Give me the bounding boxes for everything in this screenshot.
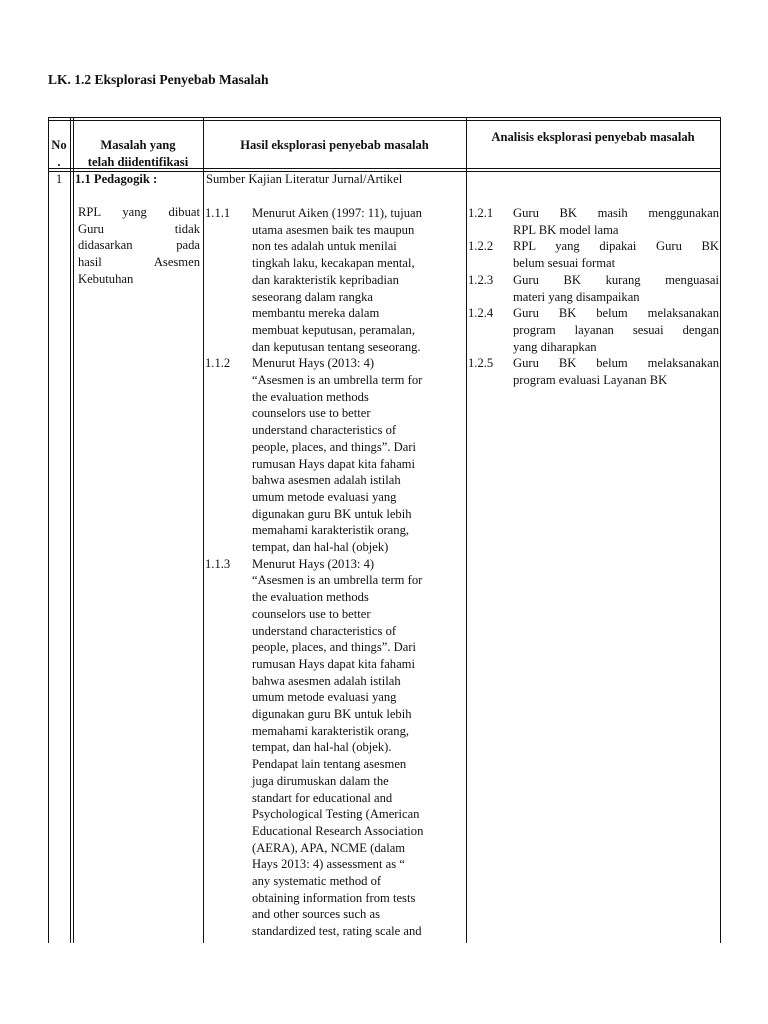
hasil-text-line: seseorang dalam rangka [252,289,373,304]
hasil-text-line: counselors use to better [252,406,371,421]
hasil-item-number: 1.1.1 [205,206,231,220]
header-no: No . [51,138,67,169]
hasil-text-line: Hays 2013: 4) assessment as “ [252,857,405,872]
problem-category: 1.1 Pedagogik : [75,172,158,186]
hasil-text-line: (AERA), APA, NCME (dalam [252,840,406,855]
hasil-text-line: umum metode evaluasi yang [252,690,397,705]
analisis-item-number: 1.2.2 [468,239,494,254]
analisis-item-text [513,272,719,305]
analisis-text-line: yang diharapkan [513,339,597,354]
hasil-text-line: the evaluation methods [252,389,369,404]
hasil-text-line: obtaining information from tests [252,890,416,905]
analisis-text-line: Guru BK kurang menguasai [513,272,719,287]
hasil-item [205,556,464,940]
analisis-text-line: belum sesuai format [513,256,616,271]
analisis-item-text [513,305,719,355]
hasil-text-line: digunakan guru BK untuk lebih [252,707,412,722]
analisis-text-line: program layanan sesuai dengan [513,322,719,337]
analisis-text-line: program evaluasi Layanan BK [513,373,668,387]
hasil-text-line: tempat, dan hal-hal (objek). [252,740,392,755]
hasil-text-line: Menurut Aiken (1997: 11), tujuan [252,206,422,220]
analisis-text-line: Guru BK masih menggunakan [513,206,719,220]
hasil-text-line: digunakan guru BK untuk lebih [252,506,412,521]
hasil-text-line: understand characteristics of [252,623,397,638]
table-border-top [48,117,721,118]
hasil-item-text [252,556,464,940]
analisis-text-line: materi yang disampaikan [513,289,640,304]
analisis-item-number: 1.2.4 [468,306,494,321]
hasil-text-line: Psychological Testing (American [252,807,420,822]
table-border-left [48,117,49,943]
hasil-text-line: non tes adalah untuk menilai [252,239,397,254]
hasil-item-text [252,205,464,355]
hasil-text-line: people, places, and things”. Dari [252,640,417,655]
hasil-text-line: any systematic method of [252,874,382,889]
hasil-text-line: utama asesmen baik tes maupun [252,222,415,237]
analisis-item-number: 1.2.5 [468,356,494,371]
hasil-text-line: memahami karakteristik orang, [252,523,410,538]
table-border-top-inner [48,120,721,121]
hasil-text-line: bahwa asesmen adalah istilah [252,473,401,488]
hasil-item-text [252,355,464,555]
hasil-text-line: membantu mereka dalam [252,306,380,321]
document-title: LK. 1.2 Eksplorasi Penyebab Masalah [48,72,269,87]
table-border-right [720,117,721,943]
hasil-text-line: Pendapat lain tentang asesmen [252,757,407,772]
hasil-text-line: Menurut Hays (2013: 4) [252,356,375,371]
hasil-text-line: dan karakteristik kepribadian [252,272,399,287]
analisis-item [468,305,719,355]
analisis-text-line: RPL BK model lama [513,222,619,237]
hasil-item [205,355,464,555]
header-analisis: Analisis eksplorasi penyebab masalah [491,130,695,144]
analisis-item-number: 1.2.3 [468,272,494,287]
analisis-text-line: Guru BK belum melaksanakan [513,306,719,321]
hasil-text-line: bahwa asesmen adalah istilah [252,673,401,688]
hasil-text-line: the evaluation methods [252,590,369,605]
column-divider [73,117,74,943]
hasil-item-number: 1.1.2 [205,356,231,371]
hasil-text-line: memahami karakteristik orang, [252,723,410,738]
analisis-item-text [513,238,719,271]
hasil-text-line: understand characteristics of [252,423,397,438]
analisis-text-line: Guru BK belum melaksanakan [513,356,719,371]
hasil-text-line: umum metode evaluasi yang [252,489,397,504]
hasil-text-line: rumusan Hays dapat kita fahami [252,456,415,471]
analisis-item [468,355,719,388]
hasil-text-line: juga dirumuskan dalam the [252,773,389,788]
exploration-table [48,117,721,943]
hasil-text-line: and other sources such as [252,907,380,922]
problem-description: RPL yang dibuat Guru tidak didasarkan pada hasil Asesmen Kebutuhan [78,205,200,286]
hasil-text-line: standart for educational and [252,790,393,805]
column-divider [70,117,71,943]
analisis-item [468,205,719,238]
hasil-text-line: membuat keputusan, peramalan, [252,322,415,337]
analisis-item [468,272,719,305]
hasil-item [205,205,464,355]
header-masalah: Masalah yang telah diidentifikasi [87,138,189,169]
hasil-item-number: 1.1.3 [205,556,231,571]
source-label: Sumber Kajian Literatur Jurnal/Artikel [206,172,403,186]
hasil-text-line: tempat, dan hal-hal (objek) [252,540,389,555]
row-number: 1 [55,172,63,186]
hasil-text-line: “Asesmen is an umbrella term for [252,373,423,387]
hasil-text-line: Menurut Hays (2013: 4) [252,556,375,571]
header-hasil: Hasil eksplorasi penyebab masalah [240,138,429,152]
column-divider [466,117,467,943]
hasil-text-line: dan keputusan tentang seseorang. [252,339,421,354]
hasil-text-line: “Asesmen is an umbrella term for [252,573,423,588]
analisis-text-line: RPL yang dipakai Guru BK [513,239,719,254]
hasil-text-line: counselors use to better [252,606,371,621]
analisis-item [468,238,719,271]
analisis-item-number: 1.2.1 [468,206,494,220]
column-divider [203,117,204,943]
analisis-item-text [513,355,719,388]
analisis-item-text [513,205,719,238]
hasil-text-line: rumusan Hays dapat kita fahami [252,656,415,671]
hasil-text-line: standardized test, rating scale and [252,924,422,939]
hasil-text-line: people, places, and things”. Dari [252,439,417,454]
hasil-text-line: Educational Research Association [252,823,424,838]
hasil-text-line: tingkah laku, kecakapan mental, [252,256,415,271]
